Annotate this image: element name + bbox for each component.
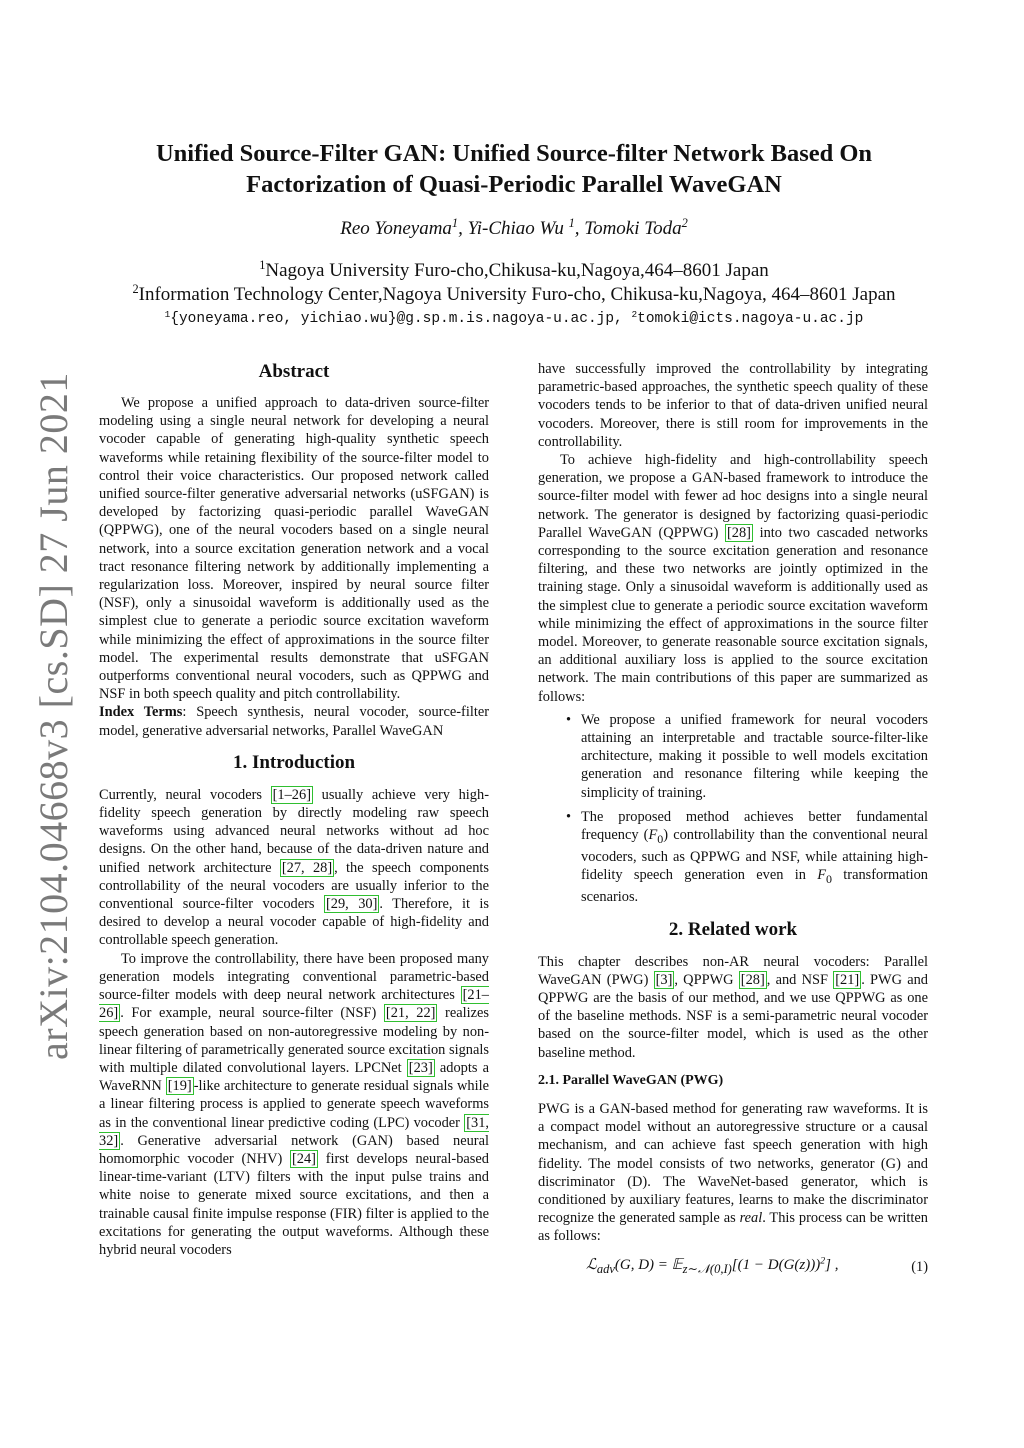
- bullet2-text-2: ) controllability than the conventional neural vocoders, such as QPPWG and NSF, while attaining high-fidelity speech generation even in: [581, 827, 929, 884]
- eq-square: 2: [820, 1255, 826, 1267]
- paper-title: [100, 138, 928, 200]
- citation-link[interactable]: [21]: [835, 971, 860, 988]
- related-text-3: , and NSF: [766, 971, 834, 988]
- eq-args: (G, D) = 𝔼: [614, 1256, 683, 1273]
- contribution-item-2: [581, 808, 928, 907]
- author-1-sup: 1: [451, 216, 459, 231]
- right-paragraph-1: have successfully improved the controllability by integrating parametric-based approaches, the synthetic speech quality of these vocoders tends to be inferior to that of data-driven unified neural vocoders. Moreover, there is still room for improvements in the controllability.: [538, 361, 928, 450]
- abstract-heading: Abstract: [258, 361, 330, 382]
- f0-symbol: F: [817, 867, 826, 884]
- affiliation-2-sup: 2: [132, 282, 139, 297]
- email-1-sup: 1: [164, 308, 171, 320]
- equation-number: (1): [911, 1258, 928, 1275]
- intro-p2-text-6: . Generative adversarial network (GAN) based neural homomorphic vocoder (NHV): [99, 1132, 489, 1167]
- index-terms-text: : Speech synthesis, neural vocoder, source-filter model, generative adversarial networks, Parallel WaveGAN: [99, 704, 489, 739]
- eq-exp-sub: z∼𝒩(0,I): [682, 1261, 732, 1276]
- equation-1: [538, 1256, 928, 1278]
- pwg-paragraph: [538, 1100, 928, 1246]
- arxiv-stamp: arXiv:2104.04668v3 [cs.SD] 27 Jun 2021: [31, 372, 76, 1060]
- intro-p2-text-4: adopts a WaveRNN: [99, 1059, 489, 1095]
- emails: [90, 308, 938, 327]
- index-terms: [99, 703, 489, 739]
- email-2-sup: 2: [631, 308, 638, 320]
- left-column: [99, 360, 489, 1259]
- pwg-text-2: . This process can be written as follows:: [538, 1210, 928, 1245]
- citation-link[interactable]: [23]: [408, 1059, 433, 1076]
- intro-p1-text-4: . Therefore, it is desired to develop a neural vocoder capable of high-fidelity and controllable speech generation.: [99, 896, 490, 949]
- author-1: Reo Yoneyama: [340, 218, 452, 239]
- eq-close: ] ,: [825, 1256, 839, 1273]
- intro-p2-text-1: To improve the controllability, there have been proposed many generation models integrating conventional parametric-based source-filter models with deep neural network architectures: [99, 950, 489, 1004]
- citation-link[interactable]: [21–26]: [99, 987, 489, 1022]
- intro-p2-text-3: realizes speech generation based on non-autoregressive modeling by non-linear filtering of parametrically generated source excitation signals with multiple dilated convolutional layers. LPCNet: [99, 1005, 489, 1076]
- title-line-2: Factorization of Quasi-Periodic Parallel WaveGAN: [246, 171, 782, 198]
- email-1: {yoneyama.reo, yichiao.wu}@g.sp.m.is.nagoya-u.ac.jp,: [170, 311, 623, 327]
- intro-p1-text-1: Currently, neural vocoders: [99, 786, 271, 803]
- affiliation-1-sup: 1: [259, 258, 266, 273]
- citation-link[interactable]: [27, 28]: [281, 859, 333, 876]
- intro-p2-text-7: first develops neural-based linear-time-variant (LTV) filters with the input pulse trains and white noise to generate mixed source excitations, and then a trainable causal finite impulse response (FIR) filter is applied to the excitations for generating the output waveforms. Although these hybrid neural vocoders: [99, 1150, 489, 1258]
- intro-p2-text-5: -like architecture to generate residual signals while a linear filtering process is applied to generate speech waveforms as in the conventional linear predictive coding (LPC) vocoder: [99, 1078, 489, 1131]
- right-column: [538, 360, 928, 1278]
- citation-link[interactable]: [1–26]: [272, 786, 311, 803]
- related-text-1: This chapter describes non-AR neural vocoders: Parallel WaveGAN (PWG): [538, 953, 928, 988]
- author-3: Tomoki Toda: [584, 218, 682, 239]
- citation-link[interactable]: [31, 32]: [99, 1114, 489, 1149]
- affiliation-2: [90, 284, 938, 306]
- eq-body: [(1 − D(G(z))): [731, 1256, 821, 1273]
- intro-p2-text-2: . For example, neural source-filter (NSF): [120, 1005, 384, 1022]
- citation-link[interactable]: [3]: [655, 971, 673, 988]
- related-work-paragraph: [538, 953, 928, 1062]
- related-text-2: , QPPWG: [674, 971, 739, 988]
- citation-link[interactable]: [24]: [292, 1150, 316, 1167]
- intro-p1-text-2: usually achieve very high-fidelity speech generation by directly modeling raw speech waveforms using advanced neural networks without ad hoc designs. On the other hand, because of the data-driven nature and unified network architecture: [99, 786, 489, 876]
- eq-lhs-sub: adv: [596, 1261, 615, 1276]
- intro-p1-text-3: , the speech components controllability of the neural vocoders are usually inferior to the conventional source-filter vocoders: [99, 859, 489, 913]
- citation-link[interactable]: [28]: [727, 524, 751, 541]
- pwg-text-1: PWG is a GAN-based method for generating raw waveforms. It is a compact model without an autoregressive structure or a causal mechanism, and can achieve fast speech generation with high fidelity. The model consists of two networks, generator (G) and discriminator (D). The WaveNet-based generator, which is conditioned by auxiliary features, learns to make the discriminator recognize the generated sample as: [538, 1101, 928, 1227]
- contribution-list: [538, 711, 928, 907]
- index-terms-label: Index Terms: [99, 704, 183, 721]
- eq-lhs: ℒ: [586, 1256, 597, 1273]
- affiliation-1: [90, 260, 938, 282]
- email-2: tomoki@icts.nagoya-u.ac.jp: [637, 311, 864, 327]
- citation-link[interactable]: [19]: [167, 1078, 192, 1095]
- author-2: Yi-Chiao Wu: [467, 218, 564, 239]
- citation-link[interactable]: [21, 22]: [385, 1005, 436, 1022]
- pwg-heading: 2.1. Parallel WaveGAN (PWG): [538, 1072, 724, 1088]
- real-symbol: real: [739, 1210, 763, 1227]
- right-p2-text-2: into two cascaded networks corresponding to the source excitation generation and resonance filtering, and these two networks are jointly optimized in the training stage. Only a sinusoidal waveform is additionally used as the simplest clue to generate a periodic source excitation waveform while minimizing the effect of approximations in the source filter model. Moreover, to generate reasonable source excitation signals, an additional auxiliary loss is applied to the source excitation network. The main contributions of this paper are summarized as follows:: [538, 524, 928, 705]
- bullet2-text-3: transformation scenarios.: [581, 867, 928, 906]
- right-p2-text-1: To achieve high-fidelity and high-controllability speech generation, we propose a GAN-based framework to introduce the source-filter model with fewer ad hoc designs into a single neural network. The generator is designed by factorizing quasi-periodic Parallel WaveGAN (QPPWG): [538, 452, 928, 541]
- bullet2-text-1: The proposed method achieves better fundamental frequency (: [581, 808, 928, 844]
- related-work-heading: 2. Related work: [668, 918, 798, 940]
- contribution-item-1: • We propose a unified framework for neural vocoders attaining an interpretable and tractable source-filter-like architecture, making it possible to well models excitation generation and resonance filtering while keeping the simplicity of training.: [581, 711, 928, 802]
- abstract-text: We propose a unified approach to data-driven source-filter modeling using a single neural network for developing a neural vocoder capable of generating high-quality synthetic speech waveforms while retaining flexibility of the source-filter model to control their voice characteristics. Our proposed network called unified source-filter generative adversarial networks (uSFGAN) is developed by factorizing quasi-periodic parallel WaveGAN (QPPWG), one of the neural vocoders based on a single neural network, into a source excitation generation network and a vocal tract resonance filtering network by additionally implementing a regularization loss. Moreover, inspired by neural source filter (NSF), only a sinusoidal waveform is additionally used as the simplest clue to generate a periodic source excitation waveform while minimizing the effect of approximations in the source filter model. The experimental results demonstrate that uSFGAN outperforms conventional neural vocoders, such as QPPWG and NSF in both speech quality and pitch controllability.: [99, 395, 489, 703]
- intro-paragraph-1: [99, 786, 489, 950]
- title-line-1: Unified Source-Filter GAN: Unified Source-filter Network Based On: [155, 140, 873, 167]
- intro-heading: 1. Introduction: [232, 751, 356, 773]
- f0-sub: 0: [826, 872, 832, 887]
- f0-sub: 0: [657, 831, 664, 846]
- citation-link[interactable]: [28]: [740, 971, 765, 988]
- affiliation-1-text: Nagoya University Furo-cho,Chikusa-ku,Nagoya,464–8601 Japan: [265, 260, 769, 281]
- right-paragraph-2: [538, 451, 928, 706]
- author-3-sup: 2: [681, 216, 688, 231]
- f0-symbol: F: [648, 827, 658, 844]
- author-2-sup: 1: [568, 216, 575, 231]
- intro-paragraph-2: [99, 950, 489, 1259]
- related-text-4: . PWG and QPPWG are the basis of our method, and we use QPPWG as one of the baseline methods. NSF is a semi-parametric neural vocoder based on the source-filter model, which is used as the other baseline method.: [538, 971, 928, 1061]
- authors: Reo Yoneyama$^1$, Yi-Chiao Wu $^1$, Tomoki Toda$^2$: [340, 216, 688, 239]
- equation-body: [586, 1256, 838, 1278]
- citation-link[interactable]: [29, 30]: [325, 896, 378, 913]
- affiliation-2-text: Information Technology Center,Nagoya University Furo-cho, Chikusa-ku,Nagoya, 464–8601 Japan: [138, 284, 896, 305]
